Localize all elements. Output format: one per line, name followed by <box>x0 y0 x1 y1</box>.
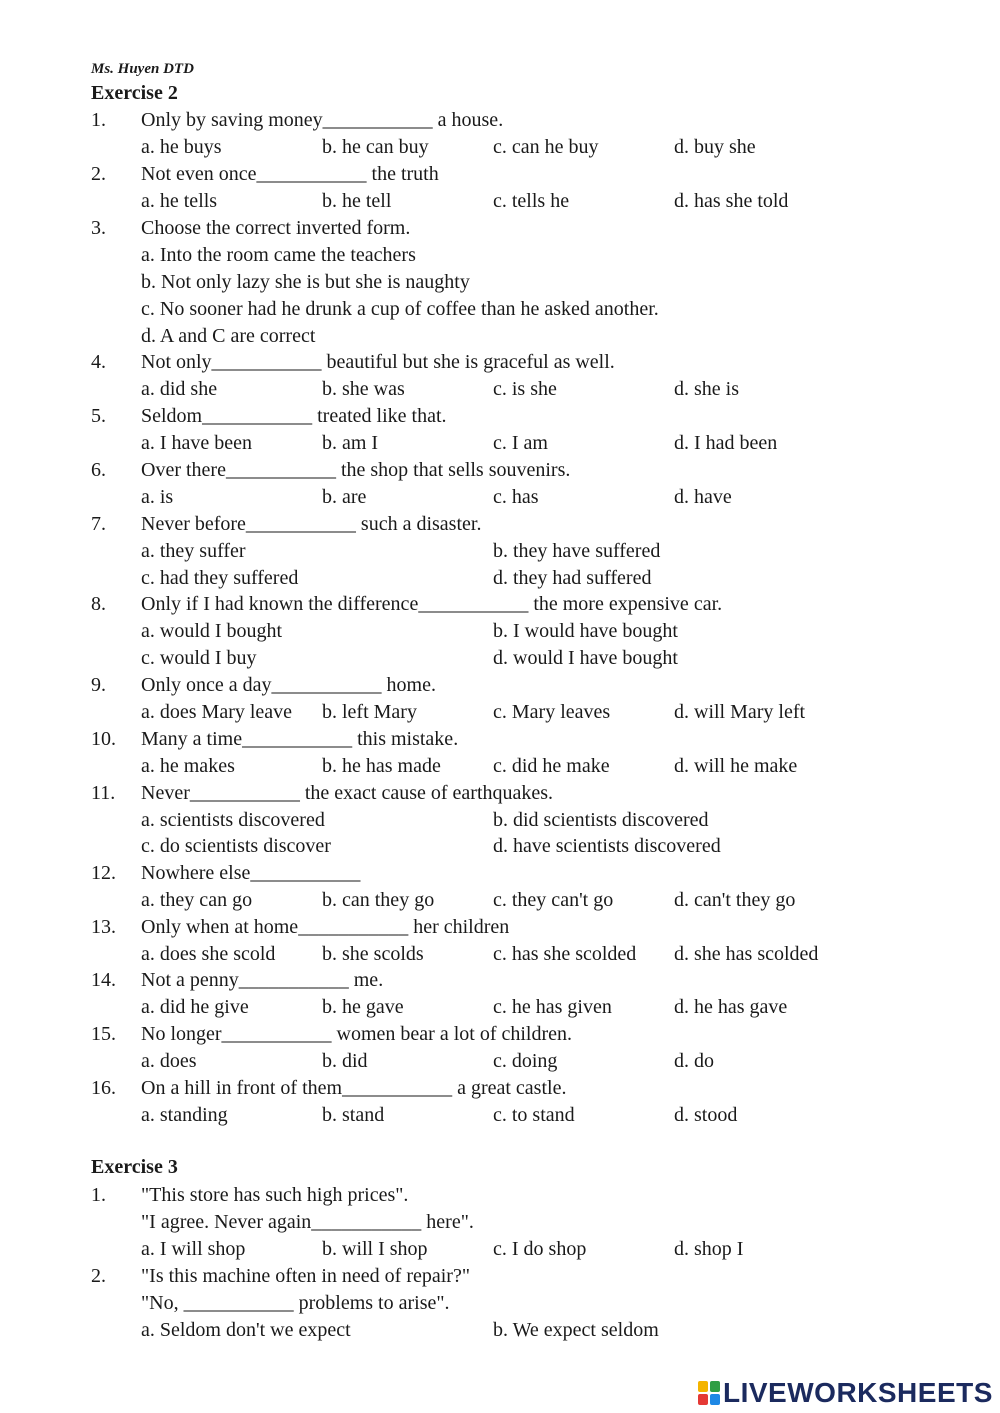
options-row <box>0 618 1000 645</box>
question-line <box>0 1263 1000 1290</box>
question-line <box>0 457 1000 484</box>
question-number: 7. <box>91 513 106 535</box>
answer-option: a. I have been <box>141 432 253 454</box>
question-number: 9. <box>91 674 106 696</box>
author-label: Ms. Huyen DTD <box>91 61 194 77</box>
options-row <box>0 484 1000 511</box>
question-text: "This store has such high prices". <box>141 1184 409 1206</box>
options-row <box>0 134 1000 161</box>
answer-option: c. has <box>493 486 539 508</box>
answer-option: b. left Mary <box>322 701 417 723</box>
question-line-2 <box>0 1290 1000 1317</box>
answer-option: d. A and C are correct <box>141 325 316 347</box>
question-number: 15. <box>91 1023 116 1045</box>
exercise-2-title: Exercise 2 <box>91 82 178 104</box>
liveworksheets-mark-icon <box>698 1381 720 1405</box>
answer-option: c. I am <box>493 432 548 454</box>
question-line <box>0 161 1000 188</box>
answer-option: a. did he give <box>141 996 249 1018</box>
answer-option: b. she was <box>322 378 405 400</box>
answer-option: a. he tells <box>141 190 218 212</box>
options-row <box>0 1048 1000 1075</box>
answer-option: b. Not only lazy she is but she is naughty <box>141 271 470 293</box>
question-line <box>0 1021 1000 1048</box>
options-row <box>0 296 1000 323</box>
options-row <box>0 1236 1000 1263</box>
options-row <box>0 833 1000 860</box>
answer-option: a. does Mary leave <box>141 701 293 723</box>
answer-option: a. did she <box>141 378 218 400</box>
options-row <box>0 269 1000 296</box>
question-text: Over there___________ the shop that sells souvenirs. <box>141 459 571 481</box>
answer-option: b. I would have bought <box>493 620 678 642</box>
answer-option: c. Mary leaves <box>493 701 611 723</box>
question-number: 5. <box>91 405 106 427</box>
answer-option: b. will I shop <box>322 1238 428 1260</box>
answer-option: c. No sooner had he drunk a cup of coffee than he asked another. <box>141 298 659 320</box>
answer-option: a. they suffer <box>141 540 246 562</box>
question-text: Never___________ the exact cause of earthquakes. <box>141 782 554 804</box>
brand-name: LIVEWORKSHEETS <box>723 1377 993 1408</box>
options-row <box>0 565 1000 592</box>
options-row <box>0 699 1000 726</box>
answer-option: c. can he buy <box>493 136 599 158</box>
answer-option: d. will Mary left <box>674 701 806 723</box>
answer-option: b. We expect seldom <box>493 1319 659 1341</box>
answer-option: a. does she scold <box>141 943 276 965</box>
question-line <box>0 672 1000 699</box>
question-line <box>0 107 1000 134</box>
question-number: 13. <box>91 916 116 938</box>
answer-option: c. is she <box>493 378 557 400</box>
answer-option: a. does <box>141 1050 197 1072</box>
answer-option: a. he makes <box>141 755 235 777</box>
answer-option: d. stood <box>674 1104 738 1126</box>
answer-option: d. have scientists discovered <box>493 835 721 857</box>
answer-option: c. doing <box>493 1050 558 1072</box>
answer-option: b. did <box>322 1050 368 1072</box>
answer-option: a. he buys <box>141 136 222 158</box>
answer-option: b. did scientists discovered <box>493 809 709 831</box>
question-text-2: "No, ___________ problems to arise". <box>141 1292 450 1314</box>
answer-option: b. stand <box>322 1104 385 1126</box>
options-row <box>0 430 1000 457</box>
answer-option: d. they had suffered <box>493 567 652 589</box>
answer-option: a. standing <box>141 1104 228 1126</box>
answer-option: a. scientists discovered <box>141 809 325 831</box>
question-text: Only by saving money___________ a house. <box>141 109 504 131</box>
question-text: Not even once___________ the truth <box>141 163 439 185</box>
answer-option: c. had they suffered <box>141 567 299 589</box>
answer-option: d. she has scolded <box>674 943 819 965</box>
answer-option: b. am I <box>322 432 379 454</box>
question-text: Not a penny___________ me. <box>141 969 384 991</box>
question-number: 16. <box>91 1077 116 1099</box>
question-text: Nowhere else___________ <box>141 862 361 884</box>
question-number: 14. <box>91 969 116 991</box>
answer-option: a. Into the room came the teachers <box>141 244 416 266</box>
answer-option: d. can't they go <box>674 889 796 911</box>
answer-option: d. will he make <box>674 755 798 777</box>
logo-square <box>710 1381 720 1392</box>
question-line <box>0 403 1000 430</box>
answer-option: c. did he make <box>493 755 610 777</box>
question-text: Many a time___________ this mistake. <box>141 728 459 750</box>
answer-option: c. do scientists discover <box>141 835 331 857</box>
logo-square <box>710 1394 720 1405</box>
question-number: 6. <box>91 459 106 481</box>
question-line <box>0 860 1000 887</box>
answer-option: b. can they go <box>322 889 435 911</box>
question-line <box>0 591 1000 618</box>
question-text: Never before___________ such a disaster. <box>141 513 482 535</box>
answer-option: c. they can't go <box>493 889 614 911</box>
answer-option: a. is <box>141 486 174 508</box>
answer-option: b. he can buy <box>322 136 429 158</box>
answer-option: a. they can go <box>141 889 253 911</box>
question-text: Only if I had known the difference___________ the more expensive car. <box>141 593 723 615</box>
question-line <box>0 1182 1000 1209</box>
answer-option: a. I will shop <box>141 1238 246 1260</box>
answer-option: d. I had been <box>674 432 778 454</box>
answer-option: b. he tell <box>322 190 392 212</box>
question-line <box>0 914 1000 941</box>
answer-option: c. to stand <box>493 1104 575 1126</box>
options-row <box>0 807 1000 834</box>
answer-option: c. he has given <box>493 996 612 1018</box>
question-number: 8. <box>91 593 106 615</box>
options-row <box>0 1317 1000 1344</box>
answer-option: c. tells he <box>493 190 570 212</box>
answer-option: d. do <box>674 1050 714 1072</box>
options-row <box>0 1102 1000 1129</box>
question-number: 10. <box>91 728 116 750</box>
question-line-2 <box>0 1209 1000 1236</box>
question-number: 12. <box>91 862 116 884</box>
answer-option: d. he has gave <box>674 996 788 1018</box>
question-number: 2. <box>91 163 106 185</box>
question-line <box>0 726 1000 753</box>
answer-option: b. they have suffered <box>493 540 661 562</box>
options-row <box>0 941 1000 968</box>
answer-option: b. he has made <box>322 755 441 777</box>
answer-option: b. she scolds <box>322 943 424 965</box>
answer-option: c. I do shop <box>493 1238 587 1260</box>
question-number: 4. <box>91 351 106 373</box>
question-text-2: "I agree. Never again___________ here". <box>141 1211 474 1233</box>
answer-option: b. he gave <box>322 996 404 1018</box>
question-text: Seldom___________ treated like that. <box>141 405 447 427</box>
question-number: 11. <box>91 782 116 804</box>
answer-option: d. have <box>674 486 732 508</box>
options-row <box>0 323 1000 350</box>
logo-square <box>698 1394 708 1405</box>
answer-option: d. shop I <box>674 1238 744 1260</box>
question-text: Choose the correct inverted form. <box>141 217 411 239</box>
liveworksheets-logo <box>698 1376 993 1410</box>
question-line <box>0 780 1000 807</box>
question-text: Not only___________ beautiful but she is graceful as well. <box>141 351 615 373</box>
answer-option: c. has she scolded <box>493 943 637 965</box>
question-text: Only when at home___________ her children <box>141 916 510 938</box>
answer-option: a. Seldom don't we expect <box>141 1319 351 1341</box>
question-text: "Is this machine often in need of repair?" <box>141 1265 470 1287</box>
answer-option: d. has she told <box>674 190 789 212</box>
options-row <box>0 887 1000 914</box>
question-line <box>0 349 1000 376</box>
answer-option: a. would I bought <box>141 620 283 642</box>
options-row <box>0 753 1000 780</box>
options-row <box>0 188 1000 215</box>
question-number: 3. <box>91 217 106 239</box>
question-line <box>0 967 1000 994</box>
options-row <box>0 538 1000 565</box>
options-row <box>0 645 1000 672</box>
answer-option: c. would I buy <box>141 647 257 669</box>
options-row <box>0 994 1000 1021</box>
question-text: On a hill in front of them___________ a great castle. <box>141 1077 567 1099</box>
options-row <box>0 376 1000 403</box>
exercise-3-title: Exercise 3 <box>91 1156 178 1178</box>
question-text: Only once a day___________ home. <box>141 674 436 696</box>
question-line <box>0 511 1000 538</box>
question-number: 1. <box>91 1184 106 1206</box>
answer-option: d. she is <box>674 378 739 400</box>
answer-option: d. would I have bought <box>493 647 678 669</box>
question-number: 1. <box>91 109 106 131</box>
question-text: No longer___________ women bear a lot of children. <box>141 1023 573 1045</box>
question-line <box>0 215 1000 242</box>
options-row <box>0 242 1000 269</box>
logo-square <box>698 1381 708 1392</box>
answer-option: b. are <box>322 486 367 508</box>
question-number: 2. <box>91 1265 106 1287</box>
question-line <box>0 1075 1000 1102</box>
answer-option: d. buy she <box>674 136 756 158</box>
